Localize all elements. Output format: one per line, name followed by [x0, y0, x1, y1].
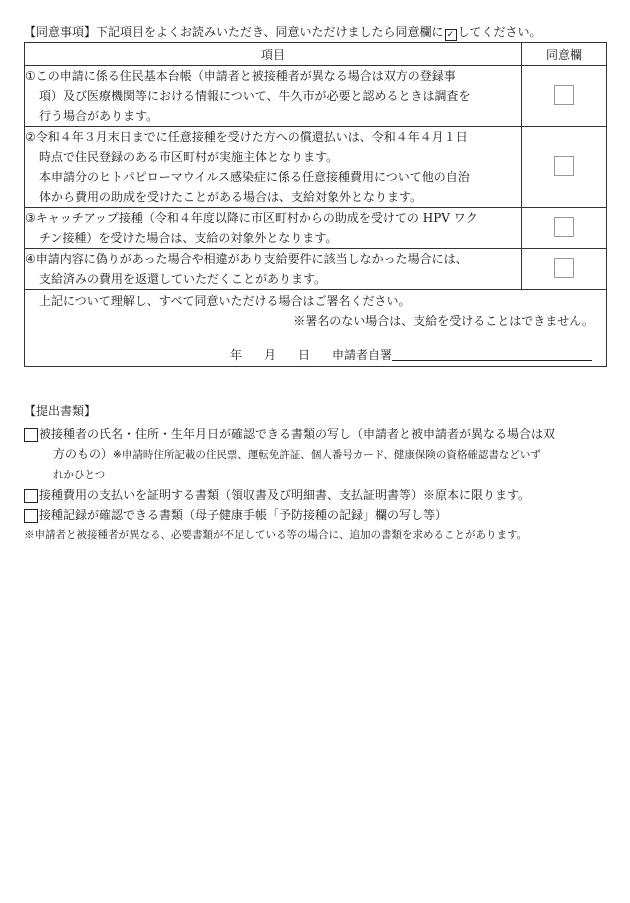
consent-row-2	[25, 127, 607, 208]
document-item-2: 接種費用の支払いを証明する書類（領収書及び明細書、支払証明書等）※原本に限ります。	[24, 485, 614, 505]
documents-title: 【提出書類】	[24, 404, 97, 418]
agree-checkbox-4[interactable]	[554, 258, 574, 278]
consent-heading-text: 【同意事項】下記項目をよくお読みいただき、同意いただけましたら同意欄に	[24, 25, 444, 39]
consent-item-4: ④ 申請内容に偽りがあった場合や相違があり支給要件に該当しなかった場合には、 支給済みの費用を返還していただくことがあります。	[25, 249, 522, 290]
signature-field[interactable]	[392, 346, 592, 361]
agree-checkbox-1[interactable]	[554, 85, 574, 105]
consent-heading	[24, 24, 614, 41]
signature-date-line	[25, 345, 606, 365]
signature-instruction: 上記について理解し、すべて同意いただける場合はご署名ください。	[39, 294, 411, 308]
day-label: 日	[297, 348, 310, 362]
signature-section	[25, 290, 607, 367]
document-item-3: 接種記録が確認できる書類（母子健康手帳「予防接種の記録」欄の写し等）	[24, 505, 614, 525]
item-number: ①	[25, 69, 36, 83]
consent-table	[24, 42, 607, 367]
consent-item-3: ③ キャッチアップ接種（令和４年度以降に市区町村からの助成を受けての HPV ワク チン接種）を受けた場合は、支給の対象外となります。	[25, 208, 522, 249]
document-checkbox-2[interactable]	[24, 489, 38, 503]
column-header-agree: 同意欄	[522, 43, 607, 66]
document-checkbox-1[interactable]	[24, 428, 38, 442]
checkmark-box-icon: ✓	[445, 29, 457, 41]
item-number: ②	[25, 130, 36, 144]
item-number: ④	[25, 252, 36, 266]
documents-footnote: ※申請者と被接種者が異なる、必要書類が不足している等の場合に、追加の書類を求めることがあります。	[24, 529, 528, 541]
document-item-1: 被接種者の氏名・住所・生年月日が確認できる書類の写し（申請者と被申請者が異なる場合は双 方のもの）※申請時住所記載の住民票、運転免許証、個人番号カード、健康保険の資格確認書などいず れかひとつ	[24, 424, 614, 485]
required-documents	[24, 402, 614, 545]
document-checkbox-3[interactable]	[24, 509, 38, 523]
consent-heading-suffix: してください。	[457, 25, 542, 39]
consent-item-2: ② 令和４年３月末日までに任意接種を受けた方への償還払いは、令和４年４月１日 時点で住民登録のある市区町村が実施主体となります。 本申請分のヒトパピローマウイルス感染症に係る任意接種費用について他の自治 体から費用の助成を受けたことがある場合は、支給対象外となります。	[25, 127, 522, 208]
consent-row-4	[25, 249, 607, 290]
column-header-item: 項目	[25, 43, 522, 66]
month-label: 月	[263, 348, 276, 362]
signature-warning: ※署名のない場合は、支給を受けることはできません。	[293, 314, 594, 328]
consent-table-header	[25, 43, 607, 66]
consent-row-3	[25, 208, 607, 249]
year-label: 年	[229, 348, 242, 362]
consent-row-1	[25, 66, 607, 127]
signature-row	[25, 290, 607, 367]
signature-label: 申請者自署	[331, 348, 392, 362]
agree-checkbox-3[interactable]	[554, 217, 574, 237]
item-number: ③	[25, 211, 36, 225]
consent-item-1: ① この申請に係る住民基本台帳（申請者と被接種者が異なる場合は双方の登録事 項）及び医療機関等における情報について、牛久市が必要と認めるときは調査を 行う場合があります。	[25, 66, 522, 127]
agree-checkbox-2[interactable]	[554, 156, 574, 176]
